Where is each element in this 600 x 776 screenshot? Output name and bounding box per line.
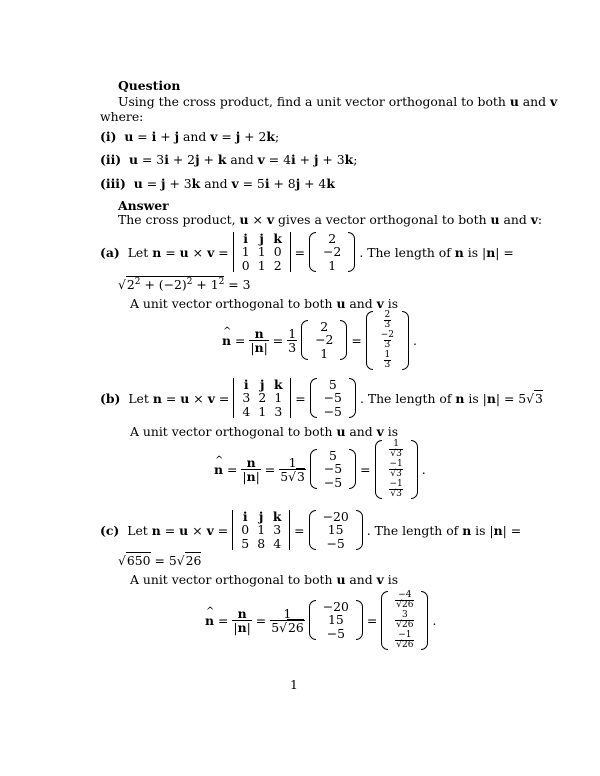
page-number: 1	[290, 677, 298, 692]
unit-vector-eq-c: n ^ = $\frac{n}{|n|}$ = $\frac{1}{5√26}$ −20 15 −5 = −4 √26 3 √26 −1 √26 .	[205, 592, 436, 648]
unit-vector-eq-a: n ^ = $\frac{n}{|n|}$ = $\frac{1}{3}$ 2 −2 1 = 2 3 −2 3 1 3 .	[222, 316, 417, 364]
answer-part-b-row: (b) Let n = u × v = i j k 3 2 1 4 1 3 = 5 −5 −5 . The length of n is |n| = 5√3	[100, 376, 543, 419]
question-part-ii: (ii) u = 3i + 2j + k and v = 4i + j + 3k;	[100, 152, 358, 167]
question-part-iii: (iii) u = j + 3k and v = 5i + 8j + 4k	[100, 176, 335, 191]
n-vector-b: 5 −5 −5	[310, 378, 356, 419]
unit-vector-text-c: A unit vector orthogonal to both u and v is	[130, 572, 399, 587]
answer-part-c-row: (c) Let n = u × v = i j k 0 1 3 5 8 4 = −20 15 −5 . The length of n is |n| =	[100, 508, 522, 551]
question-prompt: Using the cross product, find a unit vector orthogonal to both u and v	[118, 94, 558, 109]
unit-vector-eq-b: n ^ = $\frac{n}{|n|}$ = $\frac{1}{5√3}$ 5 −5 −5 = 1 √3 −1 √3 −1 √3 .	[214, 443, 426, 495]
question-part-i: (i) u = i + j and v = j + 2k;	[100, 129, 280, 144]
length-line-c: √650 = 5√26	[118, 553, 202, 568]
unit-vector-text-b: A unit vector orthogonal to both u and v is	[130, 424, 399, 439]
determinant-a: i j k 1 1 0 0 1 2	[233, 232, 291, 273]
question-heading: Question	[118, 78, 181, 93]
question-prompt-line2: where:	[100, 109, 144, 124]
length-line-a: $√2^2 + (-2)^2 + 1^2 = 3$	[118, 277, 251, 293]
n-vector-c: −20 15 −5	[309, 510, 363, 551]
n-vector-a: 2 −2 1	[309, 232, 355, 273]
answer-heading: Answer	[118, 198, 169, 213]
unit-vector-text-a: A unit vector orthogonal to both u and v is	[130, 296, 399, 311]
answer-intro: The cross product, u × v gives a vector orthogonal to both u and v:	[118, 212, 543, 227]
answer-part-a-row: (a) Let n = u × v = i j k 1 1 0 0 1 2 = 2 −2 1 . The length of n is |n| =	[100, 230, 514, 273]
determinant-c: i j k 0 1 3 5 8 4	[232, 510, 290, 551]
determinant-b: i j k 3 2 1 4 1 3	[233, 378, 291, 419]
